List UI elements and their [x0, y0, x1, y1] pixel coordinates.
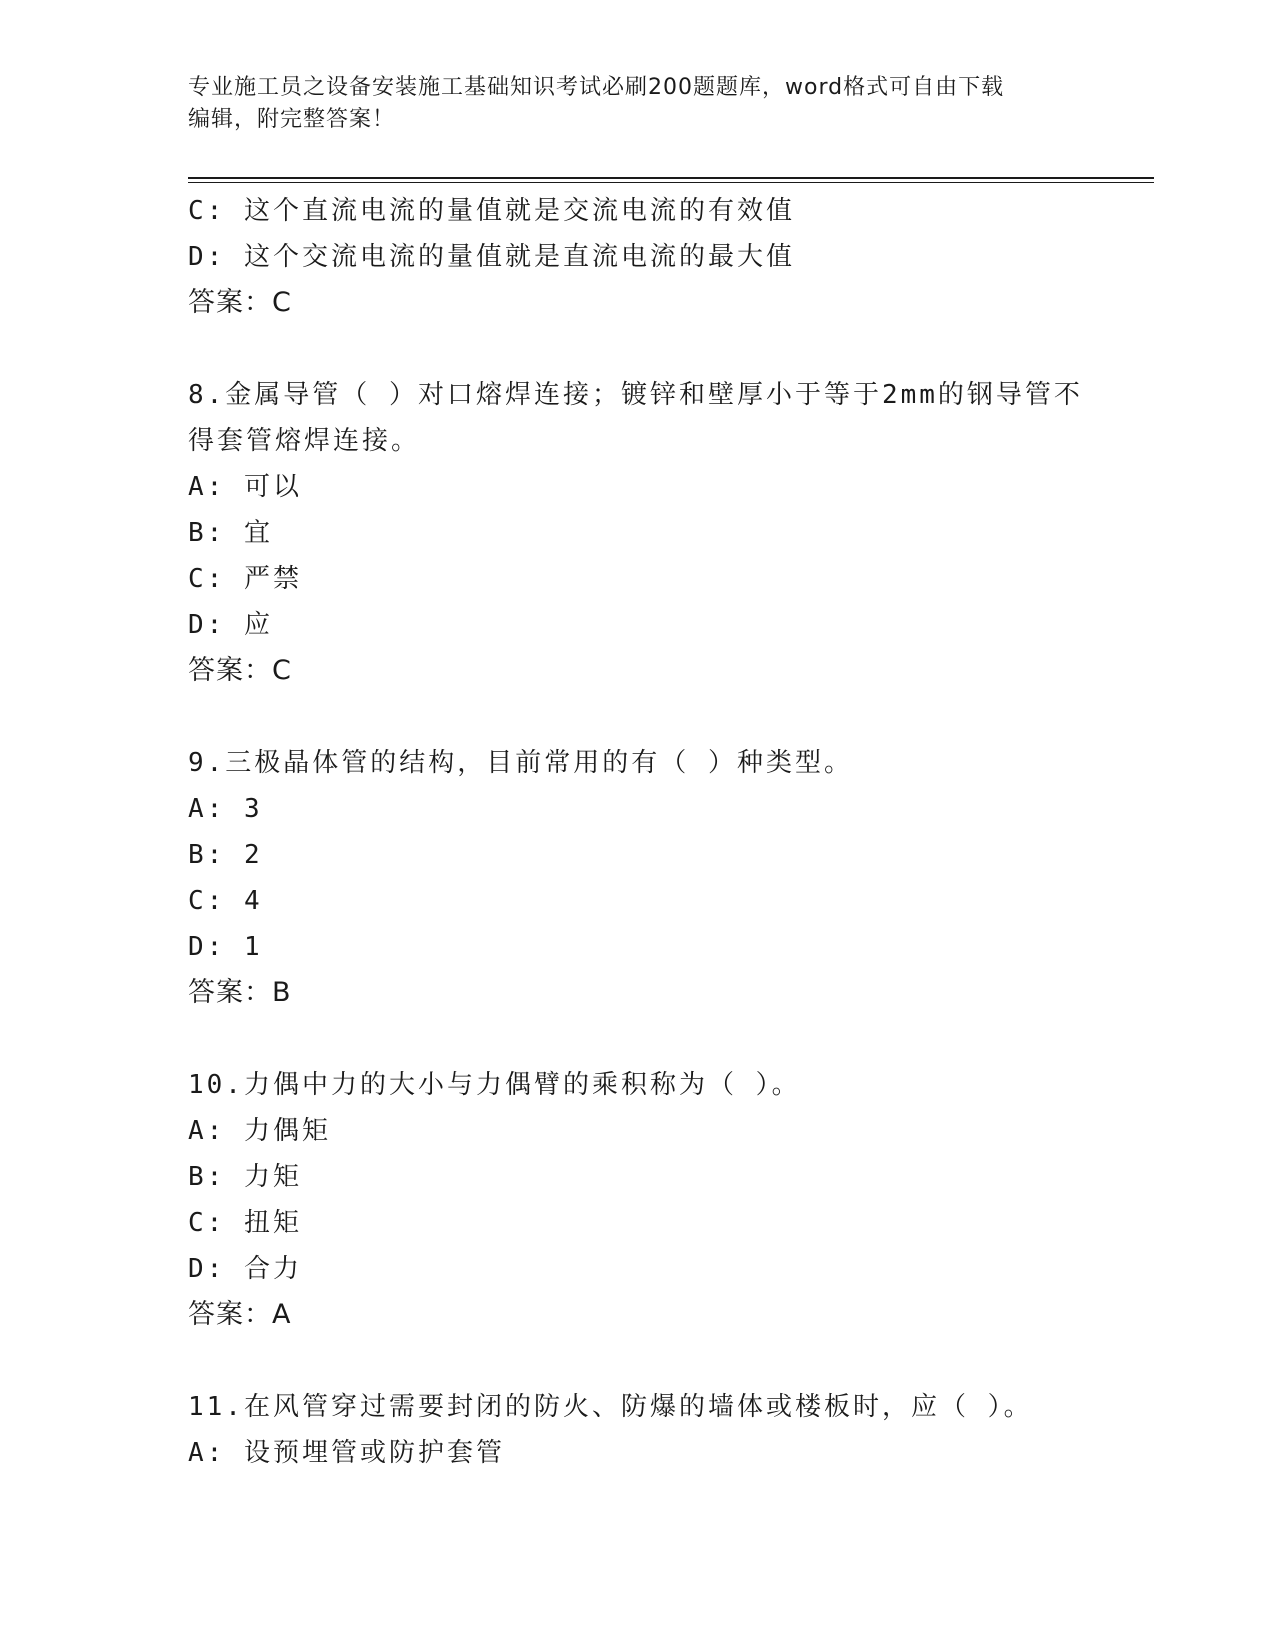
option-c: C: 4: [188, 886, 263, 916]
spacer: [188, 1338, 1088, 1384]
question-text: [188, 372, 1088, 464]
answer-line: 答案：B: [188, 977, 292, 1008]
answer-line: 答案：A: [188, 1299, 292, 1330]
document-header: [188, 72, 1088, 136]
option-a: A: 力偶矩: [188, 1116, 331, 1146]
option-c: C: 扭矩: [188, 1208, 302, 1238]
option-b: B: 宜: [188, 518, 273, 548]
question-8: [188, 372, 1088, 694]
header-title-line-2: 编辑，附完整答案！: [188, 107, 396, 132]
question-text: [188, 740, 1088, 786]
question-text-line: 得套管熔焊连接。: [188, 426, 421, 456]
question-9: [188, 740, 1088, 1016]
option-b: B: 力矩: [188, 1162, 302, 1192]
question-10: [188, 1062, 1088, 1338]
option-c: C: 严禁: [188, 564, 302, 594]
option-a: A: 3: [188, 794, 263, 824]
option-d: D: 1: [188, 932, 263, 962]
question-text-line: 11.在风管穿过需要封闭的防火、防爆的墙体或楼板时，应（ ）。: [188, 1392, 1033, 1422]
spacer: [188, 1016, 1088, 1062]
question-text: [188, 1384, 1088, 1430]
header-divider-thick: [188, 177, 1154, 179]
option-a: A: 可以: [188, 472, 302, 502]
question-text-line: 8.金属导管（ ）对口熔焊连接；镀锌和壁厚小于等于2mm的钢导管不: [188, 380, 1083, 410]
option-d: D: 应: [188, 610, 273, 640]
option-d: D: 这个交流电流的量值就是直流电流的最大值: [188, 242, 795, 272]
question-list: [188, 188, 1088, 1476]
header-divider-thin: [188, 182, 1154, 183]
answer-line: 答案：C: [188, 287, 292, 318]
spacer: [188, 326, 1088, 372]
question-text: [188, 1062, 1088, 1108]
question-text-line: 9.三极晶体管的结构，目前常用的有（ ）种类型。: [188, 748, 853, 778]
answer-line: 答案：C: [188, 655, 292, 686]
option-b: B: 2: [188, 840, 263, 870]
question-text-line: 10.力偶中力的大小与力偶臂的乘积称为（ ）。: [188, 1070, 801, 1100]
question-7-continued: [188, 188, 1088, 326]
spacer: [188, 694, 1088, 740]
question-11: [188, 1384, 1088, 1476]
option-d: D: 合力: [188, 1254, 302, 1284]
option-a: A: 设预埋管或防护套管: [188, 1438, 505, 1468]
option-c: C: 这个直流电流的量值就是交流电流的有效值: [188, 196, 795, 226]
header-title-line-1: 专业施工员之设备安装施工基础知识考试必刷200题题库，word格式可自由下载: [188, 75, 1005, 100]
